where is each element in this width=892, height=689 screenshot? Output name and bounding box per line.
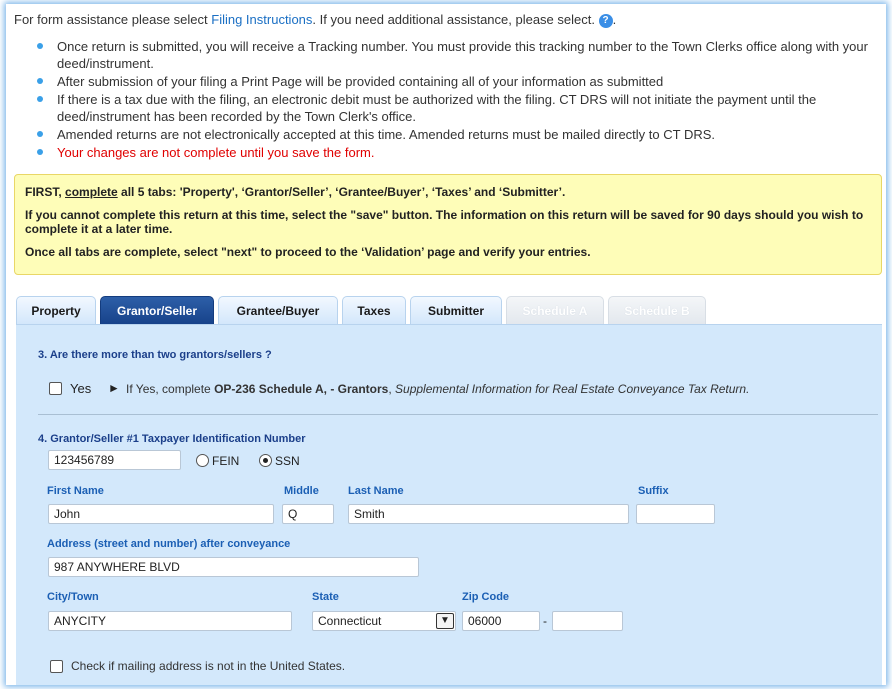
tab-grantee-buyer[interactable]: Grantee/Buyer bbox=[218, 296, 338, 324]
fein-radio[interactable] bbox=[196, 454, 209, 467]
state-select[interactable] bbox=[312, 611, 456, 631]
assistance-end: . bbox=[612, 12, 617, 27]
section-divider bbox=[38, 414, 878, 415]
tab-submitter[interactable]: Submitter bbox=[410, 296, 502, 324]
filing-instructions-link[interactable]: Filing Instructions bbox=[211, 12, 313, 27]
notice-line-3: Once all tabs are complete, select "next" to proceed to the ‘Validation’ page and verify your entries. bbox=[25, 245, 591, 259]
ssn-label: SSN bbox=[275, 454, 300, 468]
state-select-value: Connecticut bbox=[318, 614, 382, 628]
list-item: Once return is submitted, you will receive a Tracking number. You must provide this tracking number to the Town Clerks office along with your deed/instrument. bbox=[34, 38, 882, 72]
middle-input[interactable]: Q bbox=[282, 504, 334, 524]
tab-grantor-seller[interactable]: Grantor/Seller bbox=[100, 296, 214, 324]
last-name-input[interactable]: Smith bbox=[348, 504, 629, 524]
zip-separator: - bbox=[543, 614, 547, 628]
grantor-seller-panel bbox=[16, 324, 882, 685]
notice-line-2: If you cannot complete this return at this time, select the "save" button. The information on this return will be saved for 90 days should you wish to complete it at a later time. bbox=[25, 208, 864, 236]
ssn-radio[interactable] bbox=[259, 454, 272, 467]
tab-property[interactable]: Property bbox=[16, 296, 96, 324]
more-grantors-checkbox[interactable] bbox=[49, 382, 62, 395]
list-item: After submission of your filing a Print Page will be provided containing all of your information as submitted bbox=[34, 73, 882, 90]
assistance-prefix: For form assistance please select bbox=[14, 12, 212, 27]
state-label: State bbox=[312, 591, 339, 603]
list-item: If there is a tax due with the filing, an electronic debit must be authorized with the filing. CT DRS will not initiate the payment until the deed/instrument has been recorded by the Town Clerk's office. bbox=[34, 91, 882, 125]
tin-input[interactable]: 123456789 bbox=[48, 450, 181, 470]
schedule-a-note-italic: Supplemental Information for Real Estate Conveyance Tax Return. bbox=[395, 382, 750, 396]
first-name-input[interactable]: John bbox=[48, 504, 274, 524]
assistance-suffix: . If you need additional assistance, please select. bbox=[312, 12, 595, 27]
assistance-line bbox=[14, 12, 616, 28]
notice-line-1-suffix: all 5 tabs: 'Property', ‘Grantor/Seller’, ‘Grantee/Buyer’, ‘Taxes’ and ‘Submitter’. bbox=[117, 185, 566, 199]
city-input[interactable]: ANYCITY bbox=[48, 611, 292, 631]
question-4: 4. Grantor/Seller #1 Taxpayer Identification Number bbox=[38, 433, 306, 445]
instruction-list bbox=[34, 38, 882, 162]
zip4-input[interactable] bbox=[552, 611, 623, 631]
foreign-address-checkbox[interactable] bbox=[50, 660, 63, 673]
foreign-address-label: Check if mailing address is not in the United States. bbox=[71, 659, 346, 673]
yes-label: Yes bbox=[70, 381, 92, 396]
zip-label: Zip Code bbox=[462, 591, 510, 603]
question-3: 3. Are there more than two grantors/sellers ? bbox=[38, 349, 272, 361]
schedule-a-note-prefix: If Yes, complete bbox=[126, 382, 215, 396]
tab-schedule-a: Schedule A bbox=[506, 296, 604, 324]
schedule-a-note bbox=[126, 382, 749, 396]
last-name-label: Last Name bbox=[348, 485, 404, 497]
schedule-a-note-bold: OP-236 Schedule A, - Grantors bbox=[214, 382, 389, 396]
chevron-down-icon[interactable]: ▼ bbox=[436, 613, 454, 629]
first-name-label: First Name bbox=[47, 485, 104, 497]
tab-schedule-b: Schedule B bbox=[608, 296, 706, 324]
tab-taxes[interactable]: Taxes bbox=[342, 296, 406, 324]
city-label: City/Town bbox=[47, 591, 99, 603]
help-icon[interactable]: ? bbox=[599, 14, 613, 28]
address-label: Address (street and number) after conveyance bbox=[47, 538, 291, 550]
list-item: Amended returns are not electronically accepted at this time. Amended returns must be mailed directly to CT DRS. bbox=[34, 126, 882, 143]
notice-line-1 bbox=[25, 185, 871, 199]
notice-line-1-underlined: complete bbox=[65, 185, 118, 199]
zip-input[interactable]: 06000 bbox=[462, 611, 540, 631]
notice-box bbox=[14, 174, 882, 275]
fein-label: FEIN bbox=[212, 454, 240, 468]
middle-label: Middle bbox=[284, 485, 319, 497]
address-input[interactable]: 987 ANYWHERE BLVD bbox=[48, 557, 419, 577]
notice-line-1-prefix: FIRST, bbox=[25, 185, 66, 199]
list-item-warning: Your changes are not complete until you save the form. bbox=[34, 144, 882, 161]
arrow-icon: ► bbox=[108, 381, 120, 395]
suffix-label: Suffix bbox=[638, 485, 669, 497]
suffix-input[interactable] bbox=[636, 504, 715, 524]
page-frame bbox=[6, 4, 886, 685]
schedule-a-note-sep: , bbox=[388, 382, 396, 396]
